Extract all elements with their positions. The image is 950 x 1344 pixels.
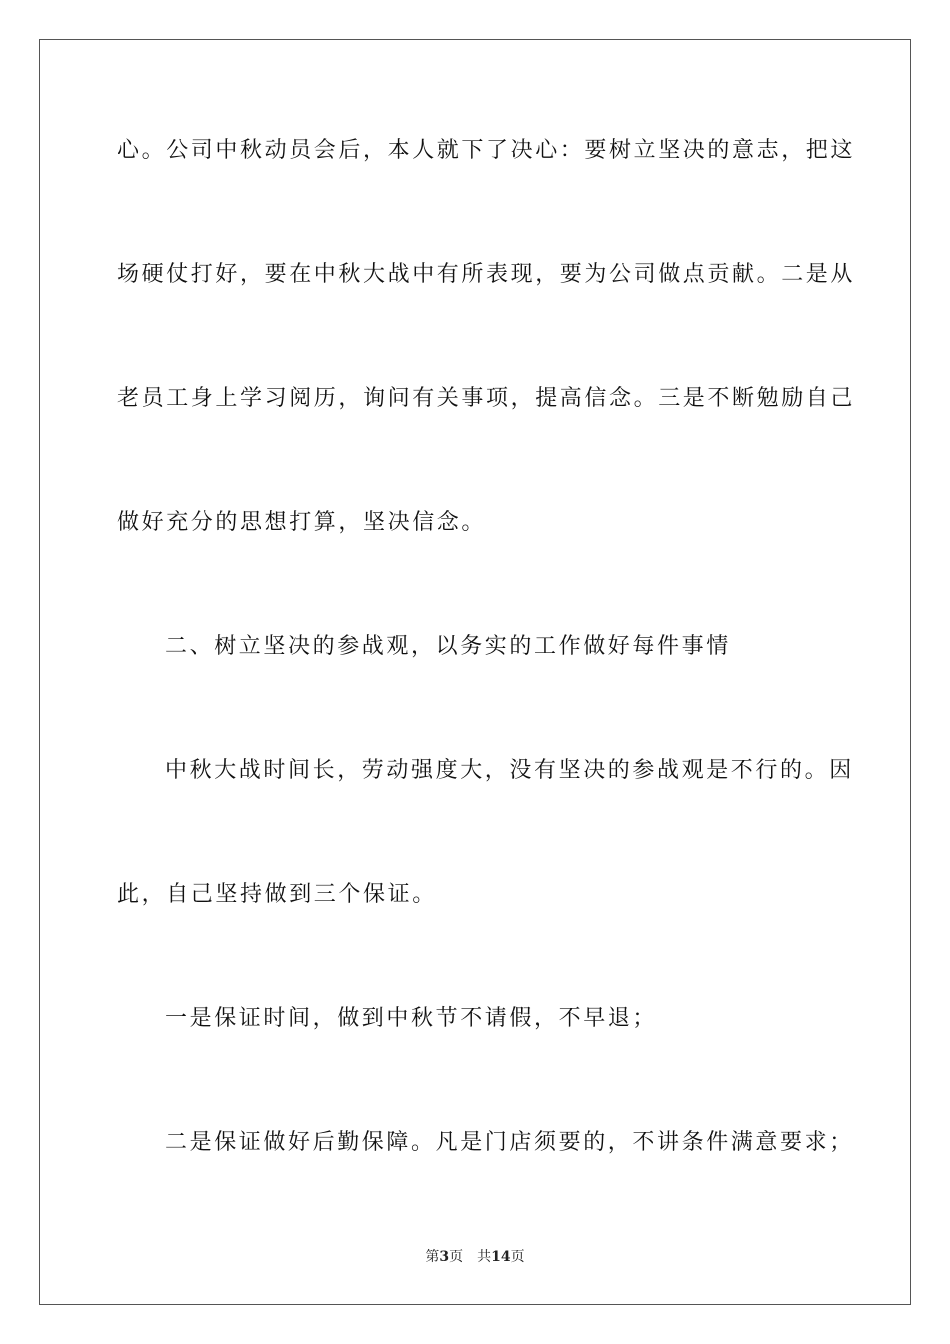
- page-border: [39, 39, 911, 1305]
- paragraph-line-1: 心。公司中秋动员会后，本人就下了决心：要树立坚决的意志，把这: [117, 138, 856, 163]
- paragraph-line-8: 一是保证时间，做到中秋节不请假，不早退；: [165, 1006, 658, 1031]
- section-heading: 二、树立坚决的参战观，以务实的工作做好每件事情: [165, 634, 731, 659]
- paragraph-line-4: 做好充分的思想打算，坚决信念。: [117, 510, 487, 535]
- paragraph-line-9: 二是保证做好后勤保障。凡是门店须要的，不讲条件满意要求；: [165, 1130, 854, 1155]
- paragraph-line-3: 老员工身上学习阅历，询问有关事项，提高信念。三是不断勉励自己: [117, 386, 856, 411]
- total-prefix: 共: [477, 1249, 492, 1265]
- page-footer: [0, 1248, 950, 1266]
- paragraph-line-2: 场硬仗打好，要在中秋大战中有所表现，要为公司做点贡献。二是从: [117, 262, 856, 287]
- page-number: 3: [439, 1249, 450, 1265]
- page-suffix: 页: [449, 1249, 464, 1265]
- page-prefix: 第: [425, 1249, 440, 1265]
- total-pages: 14: [491, 1249, 511, 1265]
- paragraph-line-7: 此，自己坚持做到三个保证。: [117, 882, 437, 907]
- paragraph-line-6: 中秋大战时间长，劳动强度大，没有坚决的参战观是不行的。因: [165, 758, 854, 783]
- total-suffix: 页: [510, 1249, 525, 1265]
